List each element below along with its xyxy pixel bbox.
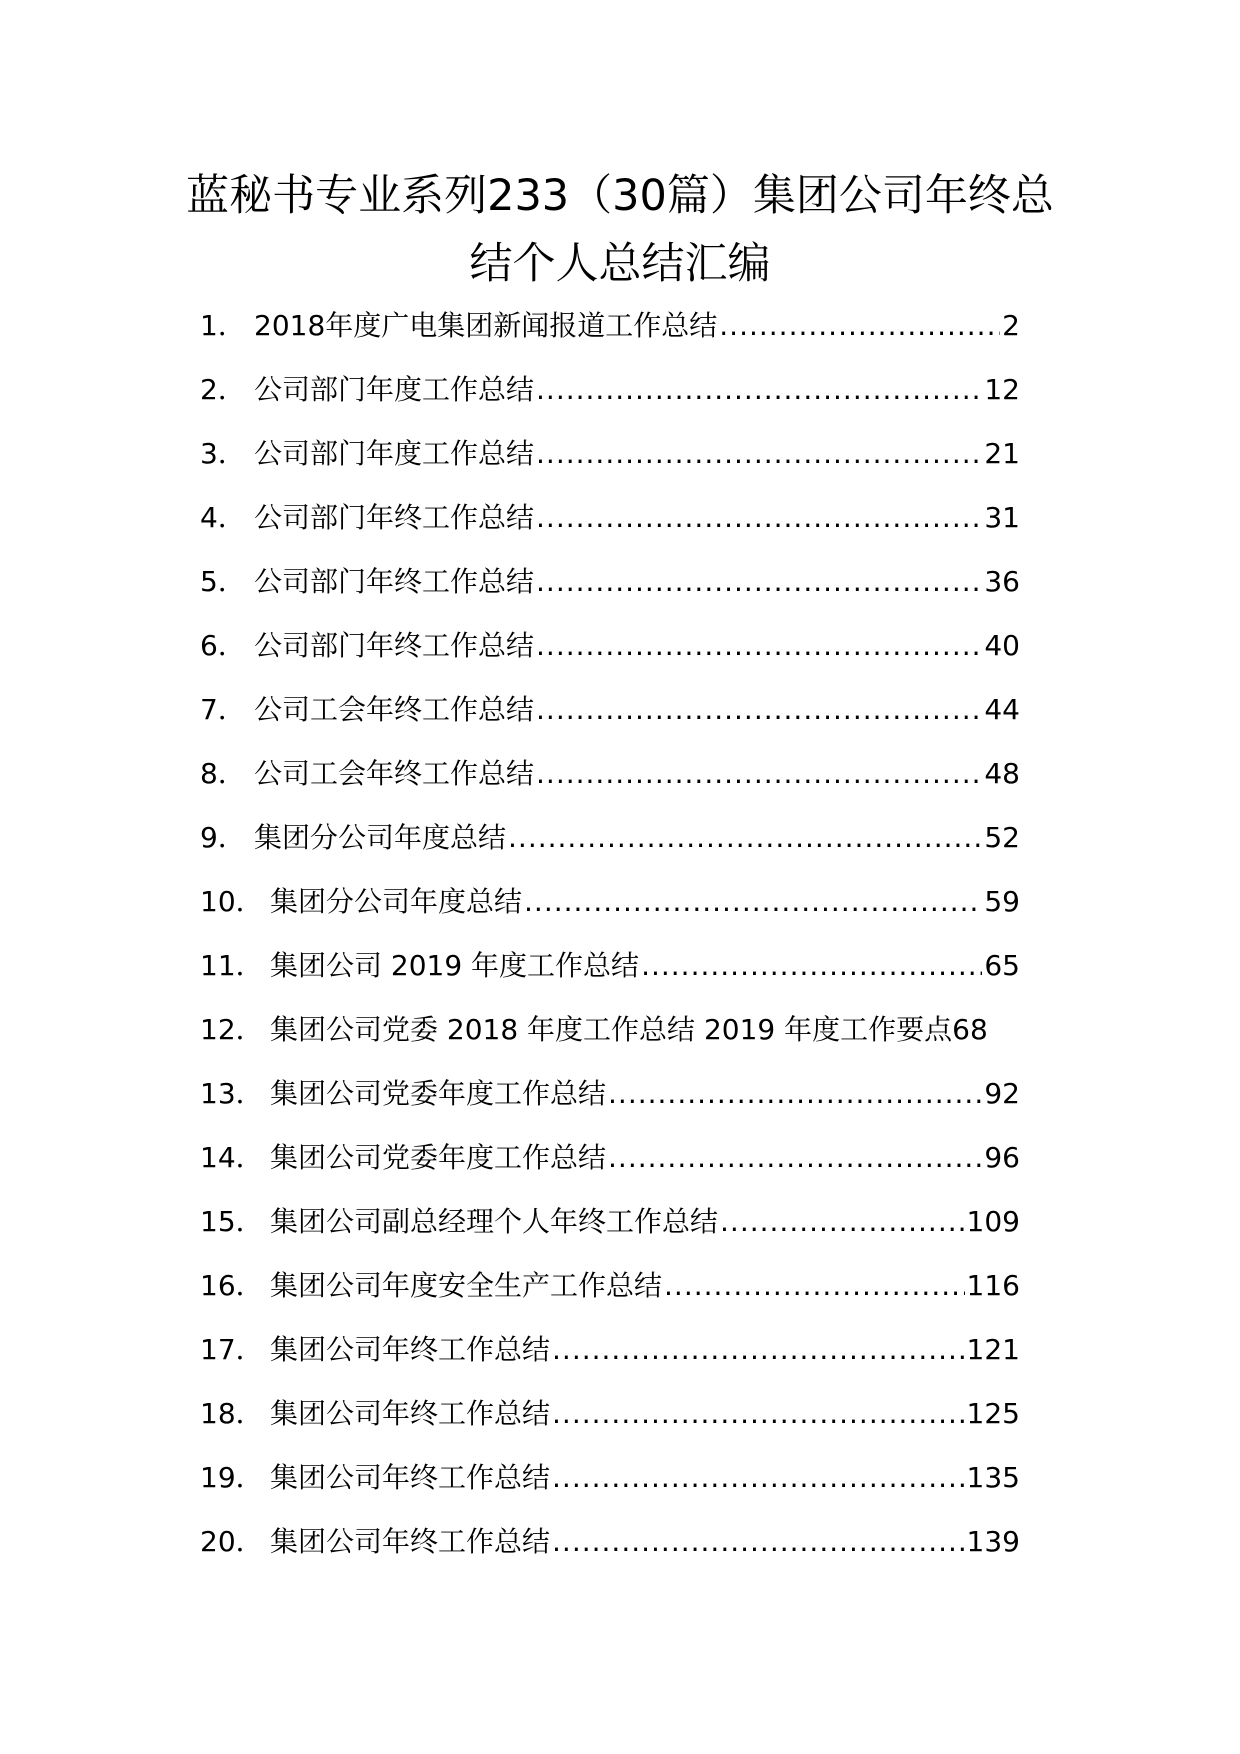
toc-entry-number: 7． xyxy=(200,693,246,726)
toc-entry[interactable] xyxy=(200,626,1020,666)
toc-entry-title: 集团公司党委年度工作总结 xyxy=(270,1141,607,1174)
toc-entry[interactable] xyxy=(200,498,1020,538)
toc-entry-page: 12 xyxy=(984,373,1020,406)
toc-entry-page: 36 xyxy=(984,565,1020,598)
toc-dot-leader xyxy=(552,1458,965,1498)
toc-entry-page: 92 xyxy=(984,1077,1020,1110)
toc-dot-leader xyxy=(608,1074,982,1114)
toc-entry-number: 19． xyxy=(200,1461,264,1494)
toc-dot-leader xyxy=(536,754,982,794)
toc-entry-number: 14． xyxy=(200,1141,264,1174)
toc-dot-leader xyxy=(552,1330,965,1370)
document-title-line-2: 结个人总结汇编 xyxy=(469,239,771,289)
toc-entry-title: 集团公司党委年度工作总结 xyxy=(270,1077,607,1110)
toc-entry[interactable] xyxy=(200,306,1020,346)
toc-entry-page: 44 xyxy=(984,693,1020,726)
toc-entry-page: 40 xyxy=(984,629,1020,662)
toc-dot-leader xyxy=(608,1138,982,1178)
toc-dot-leader xyxy=(720,1202,965,1242)
toc-entry-title: 公司工会年终工作总结 xyxy=(254,693,535,726)
toc-entry-title: 2018年度广电集团新闻报道工作总结 xyxy=(254,309,718,342)
toc-entry-title: 集团公司党委 2018 年度工作总结 2019 年度工作要点 xyxy=(270,1013,953,1046)
toc-entry-page: 68 xyxy=(952,1013,988,1046)
toc-dot-leader xyxy=(524,882,982,922)
toc-entry-number: 18． xyxy=(200,1397,264,1430)
toc-entry-number: 3． xyxy=(200,437,246,470)
toc-entry[interactable] xyxy=(200,1010,1090,1050)
toc-entry[interactable] xyxy=(200,1330,1020,1370)
toc-entry-number: 5． xyxy=(200,565,246,598)
toc-entry-title: 集团公司年度安全生产工作总结 xyxy=(270,1269,663,1302)
toc-entry[interactable] xyxy=(200,562,1020,602)
toc-entry-title: 集团分公司年度总结 xyxy=(270,885,523,918)
toc-entry-title: 集团公司副总经理个人年终工作总结 xyxy=(270,1205,719,1238)
toc-entry-number: 13． xyxy=(200,1077,264,1110)
toc-entry-number: 20． xyxy=(200,1525,264,1558)
toc-entry-number: 16． xyxy=(200,1269,264,1302)
toc-dot-leader xyxy=(536,370,982,410)
toc-entry-title: 公司部门年终工作总结 xyxy=(254,629,535,662)
toc-entry-number: 2． xyxy=(200,373,246,406)
toc-dot-leader xyxy=(536,498,982,538)
toc-entry-number: 17． xyxy=(200,1333,264,1366)
toc-dot-leader xyxy=(641,946,982,986)
toc-entry-number: 6． xyxy=(200,629,246,662)
toc-entry[interactable] xyxy=(200,946,1020,986)
toc-entry-page: 139 xyxy=(966,1525,1020,1558)
toc-entry-number: 8． xyxy=(200,757,246,790)
toc-entry[interactable] xyxy=(200,1522,1020,1562)
toc-entry-page: 65 xyxy=(984,949,1020,982)
toc-entry-page: 52 xyxy=(984,821,1020,854)
toc-entry[interactable] xyxy=(200,434,1020,474)
toc-entry-number: 9． xyxy=(200,821,246,854)
toc-entry-title: 公司部门年终工作总结 xyxy=(254,565,535,598)
toc-dot-leader xyxy=(536,434,982,474)
toc-dot-leader xyxy=(508,818,982,858)
toc-entry[interactable] xyxy=(200,818,1020,858)
toc-entry-number: 12． xyxy=(200,1013,264,1046)
toc-entry[interactable] xyxy=(200,882,1020,922)
toc-entry-page: 125 xyxy=(966,1397,1020,1430)
toc-entry[interactable] xyxy=(200,1266,1020,1306)
toc-entry[interactable] xyxy=(200,754,1020,794)
toc-dot-leader xyxy=(719,306,1000,346)
toc-entry[interactable] xyxy=(200,690,1020,730)
toc-dot-leader xyxy=(664,1266,965,1306)
toc-entry[interactable] xyxy=(200,370,1020,410)
toc-entry-number: 15． xyxy=(200,1205,264,1238)
toc-entry-title: 集团公司年终工作总结 xyxy=(270,1333,551,1366)
toc-entry-page: 2 xyxy=(1002,309,1020,342)
toc-entry-title: 公司部门年度工作总结 xyxy=(254,373,535,406)
toc-entry-page: 109 xyxy=(966,1205,1020,1238)
toc-entry-title: 公司部门年度工作总结 xyxy=(254,437,535,470)
toc-entry-title: 集团公司 2019 年度工作总结 xyxy=(270,949,640,982)
toc-entry-number: 4． xyxy=(200,501,246,534)
toc-entry-page: 121 xyxy=(966,1333,1020,1366)
toc-entry-page: 59 xyxy=(984,885,1020,918)
toc-entry[interactable] xyxy=(200,1202,1020,1242)
toc-entry-title: 公司部门年终工作总结 xyxy=(254,501,535,534)
toc-dot-leader xyxy=(536,690,982,730)
toc-entry[interactable] xyxy=(200,1394,1020,1434)
document-title-line-1: 蓝秘书专业系列233（30篇）集团公司年终总 xyxy=(186,171,1054,221)
toc-entry-title: 集团公司年终工作总结 xyxy=(270,1461,551,1494)
toc-dot-leader xyxy=(536,626,982,666)
toc-entry-number: 10． xyxy=(200,885,264,918)
toc-entry-title: 集团分公司年度总结 xyxy=(254,821,507,854)
toc-entry-page: 135 xyxy=(966,1461,1020,1494)
toc-dot-leader xyxy=(552,1394,965,1434)
toc-entry-page: 21 xyxy=(984,437,1020,470)
toc-entry[interactable] xyxy=(200,1138,1020,1178)
toc-entry-title: 集团公司年终工作总结 xyxy=(270,1397,551,1430)
toc-entry-page: 96 xyxy=(984,1141,1020,1174)
toc-entry-number: 11． xyxy=(200,949,264,982)
toc-entry-number: 1． xyxy=(200,309,246,342)
toc-entry-page: 31 xyxy=(984,501,1020,534)
toc-dot-leader xyxy=(536,562,982,602)
toc-dot-leader xyxy=(552,1522,965,1562)
toc-entry[interactable] xyxy=(200,1458,1020,1498)
toc-entry[interactable] xyxy=(200,1074,1020,1114)
toc-entry-title: 公司工会年终工作总结 xyxy=(254,757,535,790)
toc-entry-page: 116 xyxy=(966,1269,1020,1302)
toc-entry-title: 集团公司年终工作总结 xyxy=(270,1525,551,1558)
toc-entry-page: 48 xyxy=(984,757,1020,790)
